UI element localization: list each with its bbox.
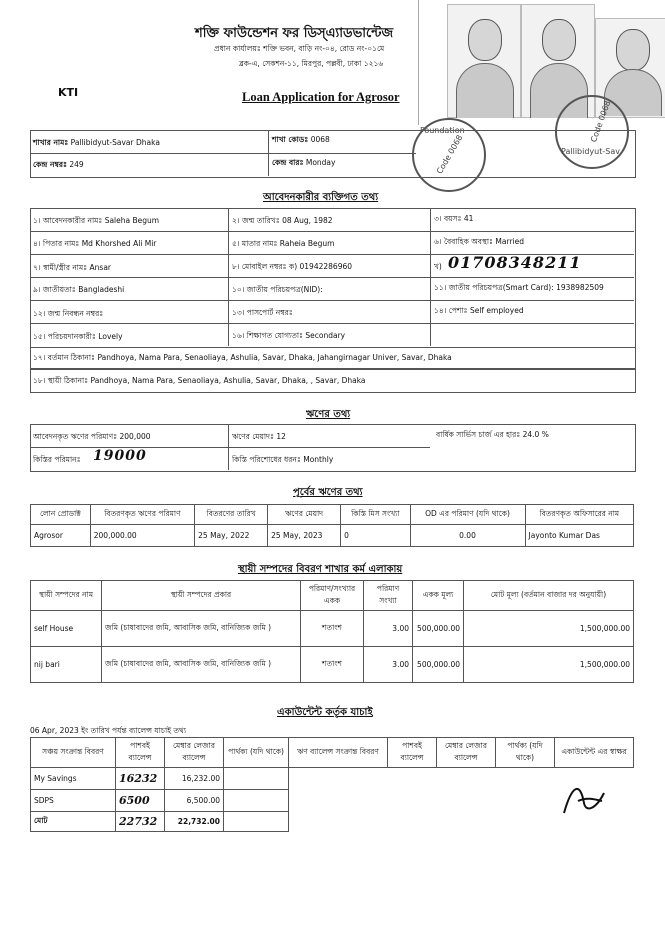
- asset-name: self House: [31, 611, 102, 647]
- savings-ledger: 6,500.00: [165, 790, 224, 812]
- dob-row: ২। জন্ম তারিখঃ 08 Aug, 1982: [232, 216, 333, 225]
- installment-label: কিস্তির পরিমানঃ: [33, 455, 81, 464]
- balance-table: [30, 737, 634, 832]
- prev-loan-col-miss: কিস্তি মিস সংখ্যা: [341, 505, 410, 525]
- prev-loan-amount: 200,000.00: [90, 525, 194, 547]
- balance-col-diff: পার্থক্য (যদি থাকে): [224, 738, 289, 768]
- prev-loan-col-od: OD এর পরিমাণ (যদি থাকে): [410, 505, 525, 525]
- assets-col-name: স্থায়ী সম্পদের নাম: [31, 581, 102, 611]
- balance-col-loan-diff: পার্থক্য (যদি থাকে): [496, 738, 555, 768]
- personal-box: [30, 208, 636, 348]
- table-row: [31, 611, 634, 647]
- permanent-address-row: ১৮। স্থায়ী ঠিকানাঃ Pandhoya, Nama Para, Senaoliaya, Ashulia, Savar, Dhaka, , Savar, Dhaka: [33, 376, 366, 385]
- present-address-row: ১৭। বর্তমান ঠিকানাঃ Pandhoya, Nama Para, Senaoliaya, Ashulia, Savar, Dhaka, Jahangirnagar Univer, Savar, Dhaka: [33, 353, 452, 362]
- total-passbook-handwritten: 22732: [116, 812, 165, 832]
- profession-row: ১৪। পেশাঃ Self employed: [434, 306, 524, 315]
- asset-unit: শতাংশ: [301, 611, 364, 647]
- asset-total: 1,500,000.00: [464, 647, 634, 683]
- prev-loan-miss: 0: [341, 525, 410, 547]
- prev-loan-heading: পূর্বের ঋণের তথ্য: [293, 487, 363, 498]
- balance-col-savings: সঞ্চয় সংক্রান্ত বিবরণ: [31, 738, 116, 768]
- center-no-row: কেন্দ্র নম্বরঃ 249: [33, 160, 84, 169]
- nid-row: ১০। জাতীয় পরিচয়পত্র(NID):: [232, 285, 323, 294]
- applied-amount-row: আবেদনকৃত ঋণের পরিমাণঃ 200,000: [33, 432, 151, 441]
- mode-row: কিস্তি পরিশোধের ধরনঃ Monthly: [232, 455, 334, 464]
- balance-col-loan: ঋণ ব্যালেন্স সংক্রান্ত বিবরণ: [289, 738, 388, 768]
- prev-loan-product: Agrosor: [31, 525, 91, 547]
- prev-loan-col-amount: বিতরণকৃত ঋণের পরিমাণ: [90, 505, 194, 525]
- asset-qty: 3.00: [364, 647, 413, 683]
- accountant-signature: [555, 768, 634, 832]
- savings-passbook-handwritten: 16232: [116, 768, 165, 790]
- asset-unit: শতাংশ: [301, 647, 364, 683]
- office-seal-1: Foundation Code 0068: [412, 118, 486, 192]
- assets-col-qty: পরিমাণ সংখ্যা: [364, 581, 413, 611]
- assets-col-unit: পরিমাণ/সংখ্যার একক: [301, 581, 364, 611]
- balance-date-note: 06 Apr, 2023 ইং তারিখ পর্যন্ত ব্যালেন্স যাচাই তথ্য: [30, 726, 187, 735]
- asset-qty: 3.00: [364, 611, 413, 647]
- asset-name: nij bari: [31, 647, 102, 683]
- prev-loan-date: 25 May, 2022: [195, 525, 268, 547]
- table-row: [31, 768, 634, 790]
- duration-row: ঋণের মেয়াদঃ 12: [232, 432, 286, 441]
- prev-loan-officer: Jayonto Kumar Das: [525, 525, 633, 547]
- mobile-b-handwritten: 01708348211: [448, 253, 582, 272]
- father-row: ৪। পিতার নামঃ Md Khorshed Ali Mir: [33, 239, 157, 248]
- education-row: ১৬। শিক্ষাগত যোগ্যতাঃ Secondary: [232, 331, 346, 340]
- page-title: Loan Application for Agrosor: [242, 90, 400, 104]
- personal-heading: আবেদনকারীর ব্যক্তিগত তথ্য: [263, 192, 379, 203]
- prev-loan-table: [30, 504, 634, 547]
- balance-col-ledger: মেম্বার লেজার ব্যালেন্স: [165, 738, 224, 768]
- office-seal-2: Pallibidyut-Sav Code 0068: [555, 95, 629, 169]
- applicant-photos: [418, 0, 665, 125]
- savings-ledger: 16,232.00: [165, 768, 224, 790]
- assets-col-type: স্থায়ী সম্পদের প্রকার: [102, 581, 301, 611]
- introducer-row: ১৫। পরিচয়দানকারীঃ Lovely: [33, 332, 123, 341]
- nationality-row: ৯। জাতীয়তাঃ Bangladeshi: [33, 285, 125, 294]
- balance-col-passbook: পাশবই ব্যালেন্স: [116, 738, 165, 768]
- branch-code-row: শাখা কোডঃ 0068: [272, 135, 330, 144]
- installment-handwritten: 19000: [93, 448, 147, 464]
- prev-loan-col-duration: ঋণের মেয়াদ: [268, 505, 341, 525]
- age-row: ৩। বয়সঃ 41: [434, 214, 474, 223]
- assets-heading: স্থায়ী সম্পদের বিবরণ শাখার কর্ম এলাকায়: [238, 564, 403, 575]
- total-diff: [224, 812, 289, 832]
- address-line-1: প্রধান কার্যালয়ঃ শক্তি ভবন, বাড়ি নং-০৪, রোড নং-০১মে: [214, 44, 385, 53]
- passport-row: ১৩। পাসপোর্ট নম্বরঃ: [232, 308, 293, 317]
- husband-row: ৭। স্বামী/স্ত্রীর নামঃ Ansar: [33, 263, 112, 272]
- marital-row: ৬। বৈবাহিক অবস্থাঃ Married: [434, 237, 524, 246]
- savings-diff: [224, 790, 289, 812]
- total-label: মোট: [31, 812, 116, 832]
- mother-row: ৫। মাতার নামঃ Raheia Begum: [232, 239, 335, 248]
- assets-col-unit-price: একক মূল্য: [413, 581, 464, 611]
- accountant-heading: একাউন্টেন্ট কর্তৃক যাচাই: [277, 707, 373, 718]
- prev-loan-col-officer: বিতরণকৃত অফিসারের নাম: [525, 505, 633, 525]
- asset-type: জমি (চাষাবাদের জমি, আবাসিক জমি, বানিজ্যিক জমি ): [102, 611, 301, 647]
- prev-loan-od: 0.00: [410, 525, 525, 547]
- corner-mark: KTI: [58, 86, 79, 99]
- asset-total: 1,500,000.00: [464, 611, 634, 647]
- applicant-name-row: ১। আবেদনকারীর নামঃ Saleha Begum: [33, 216, 160, 225]
- rate-row: বার্ষিক সার্ভিস চার্জ এর হারঃ 24.0 %: [436, 430, 549, 439]
- mobile-b-label: খ): [434, 262, 442, 271]
- savings-passbook-handwritten: 6500: [116, 790, 165, 812]
- savings-name: My Savings: [31, 768, 116, 790]
- balance-col-signature: একাউন্টেন্ট এর স্বাক্ষর: [555, 738, 634, 768]
- table-row: [31, 647, 634, 683]
- prev-loan-header-row: [31, 505, 634, 525]
- savings-diff: [224, 768, 289, 790]
- prev-loan-col-product: লোন প্রোডাক্ট: [31, 505, 91, 525]
- asset-type: জমি (চাষাবাদের জমি, আবাসিক জমি, বানিজ্যিক জমি ): [102, 647, 301, 683]
- table-row: [31, 525, 634, 547]
- birth-reg-row: ১২। জন্ম নিবন্ধন নম্বরঃ: [33, 309, 104, 318]
- center-day-row: কেন্দ্র বারঃ Monday: [272, 158, 336, 167]
- org-name: শক্তি ফাউন্ডেশন ফর ডিস্‌এ্যাডভান্টেজ: [195, 26, 394, 41]
- assets-col-total: মোট মূল্য (বর্তমান বাজার দর অনুযায়ী): [464, 581, 634, 611]
- asset-unit-price: 500,000.00: [413, 647, 464, 683]
- total-ledger: 22,732.00: [165, 812, 224, 832]
- address-line-2: ব্লক-এ, সেকশন-১১, মিরপুর, পল্লবী, ঢাকা ১২১৬: [239, 59, 384, 68]
- prev-loan-duration: 25 May, 2023: [268, 525, 341, 547]
- prev-loan-col-date: বিতরণের তারিখ: [195, 505, 268, 525]
- photo-male-1: [447, 4, 521, 118]
- smart-card-row: ১১। জাতীয় পরিচয়পত্র(Smart Card): 1938982509: [434, 283, 604, 292]
- branch-name-row: শাখার নামঃ Pallibidyut-Savar Dhaka: [33, 138, 160, 147]
- balance-header-row: [31, 738, 634, 768]
- asset-unit-price: 500,000.00: [413, 611, 464, 647]
- mobile-row: ৮। মোবাইল নম্বরঃ ক) 01942286960: [232, 262, 353, 271]
- loan-heading: ঋণের তথ্য: [306, 409, 351, 420]
- savings-name: SDPS: [31, 790, 116, 812]
- assets-table: [30, 580, 634, 683]
- assets-header-row: [31, 581, 634, 611]
- balance-col-loan-ledger: মেম্বার লেজার ব্যালেন্স: [437, 738, 496, 768]
- balance-col-loan-passbook: পাশবই ব্যালেন্স: [388, 738, 437, 768]
